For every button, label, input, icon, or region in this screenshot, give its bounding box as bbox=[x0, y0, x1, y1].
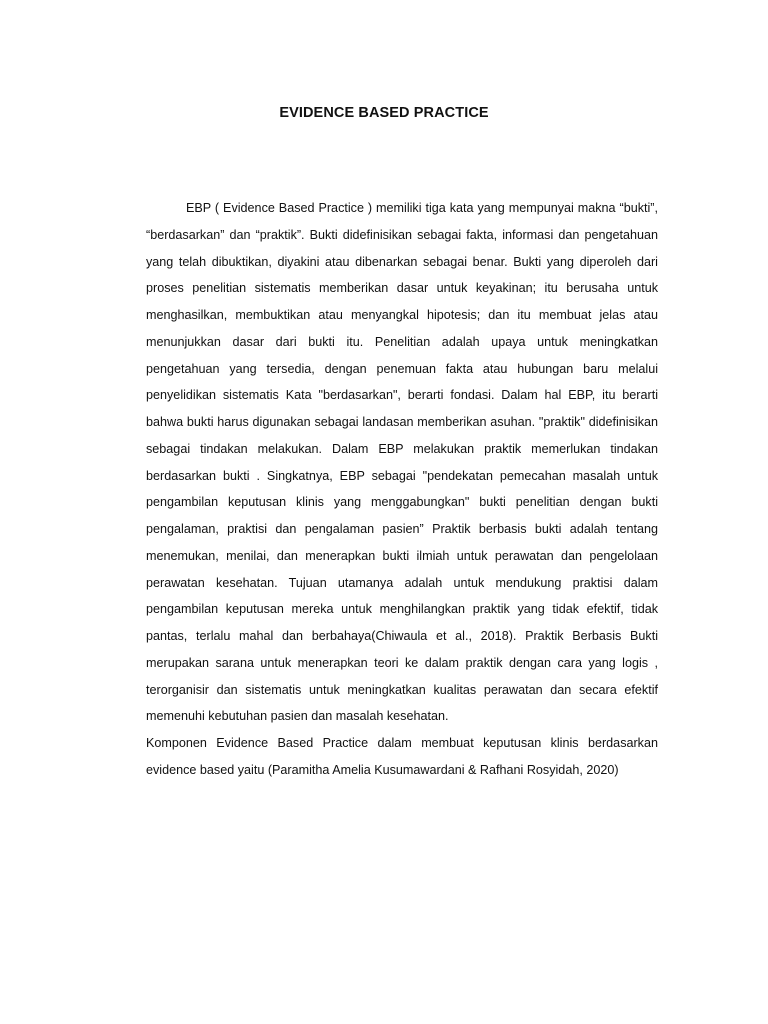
document-body bbox=[146, 195, 658, 784]
paragraph-ebp-definition: EBP ( Evidence Based Practice ) memiliki tiga kata yang mempunyai makna “bukti”, “berdasarkan” dan “praktik”. Bukti didefinisikan sebagai fakta, informasi dan pengetahuan yang telah dibuktikan, diyakini atau dibenarkan sebagai benar. Bukti yang diperoleh dari proses penelitian sistematis memberikan dasar untuk keyakinan; itu berusaha untuk menghasilkan, membuktikan atau menyangkal hipotesis; dan itu membuat jelas atau menunjukkan dasar dari bukti itu. Penelitian adalah upaya untuk meningkatkan pengetahuan yang tersedia, dengan penemuan fakta atau hubungan baru melalui penyelidikan sistematis Kata "berdasarkan", berarti fondasi. Dalam hal EBP, itu berarti bahwa bukti harus digunakan sebagai landasan memberikan asuhan. "praktik" didefinisikan sebagai tindakan melakukan. Dalam EBP melakukan praktik memerlukan tindakan berdasarkan bukti . Singkatnya, EBP sebagai "pendekatan pemecahan masalah untuk pengambilan keputusan klinis yang menggabungkan" bukti penelitian dengan bukti pengalaman, praktisi dan pengalaman pasien” Praktik berbasis bukti adalah tentang menemukan, menilai, dan menerapkan bukti ilmiah untuk perawatan dan pengelolaan perawatan kesehatan. Tujuan utamanya adalah untuk mendukung praktisi dalam pengambilan keputusan mereka untuk menghilangkan praktik yang tidak efektif, tidak pantas, terlalu mahal dan berbahaya(Chiwaula et al., 2018). Praktik Berbasis Bukti merupakan sarana untuk menerapkan teori ke dalam praktik dengan cara yang logis , terorganisir dan sistematis untuk meningkatkan kualitas perawatan dan secara efektif memenuhi kebutuhan pasien dan masalah kesehatan. bbox=[146, 201, 658, 724]
document-title: EVIDENCE BASED PRACTICE bbox=[279, 105, 489, 121]
paragraph-ebp-components: Komponen Evidence Based Practice dalam membuat keputusan klinis berdasarkan evidence based yaitu (Paramitha Amelia Kusumawardani & Rafhani Rosyidah, 2020) bbox=[146, 736, 658, 777]
